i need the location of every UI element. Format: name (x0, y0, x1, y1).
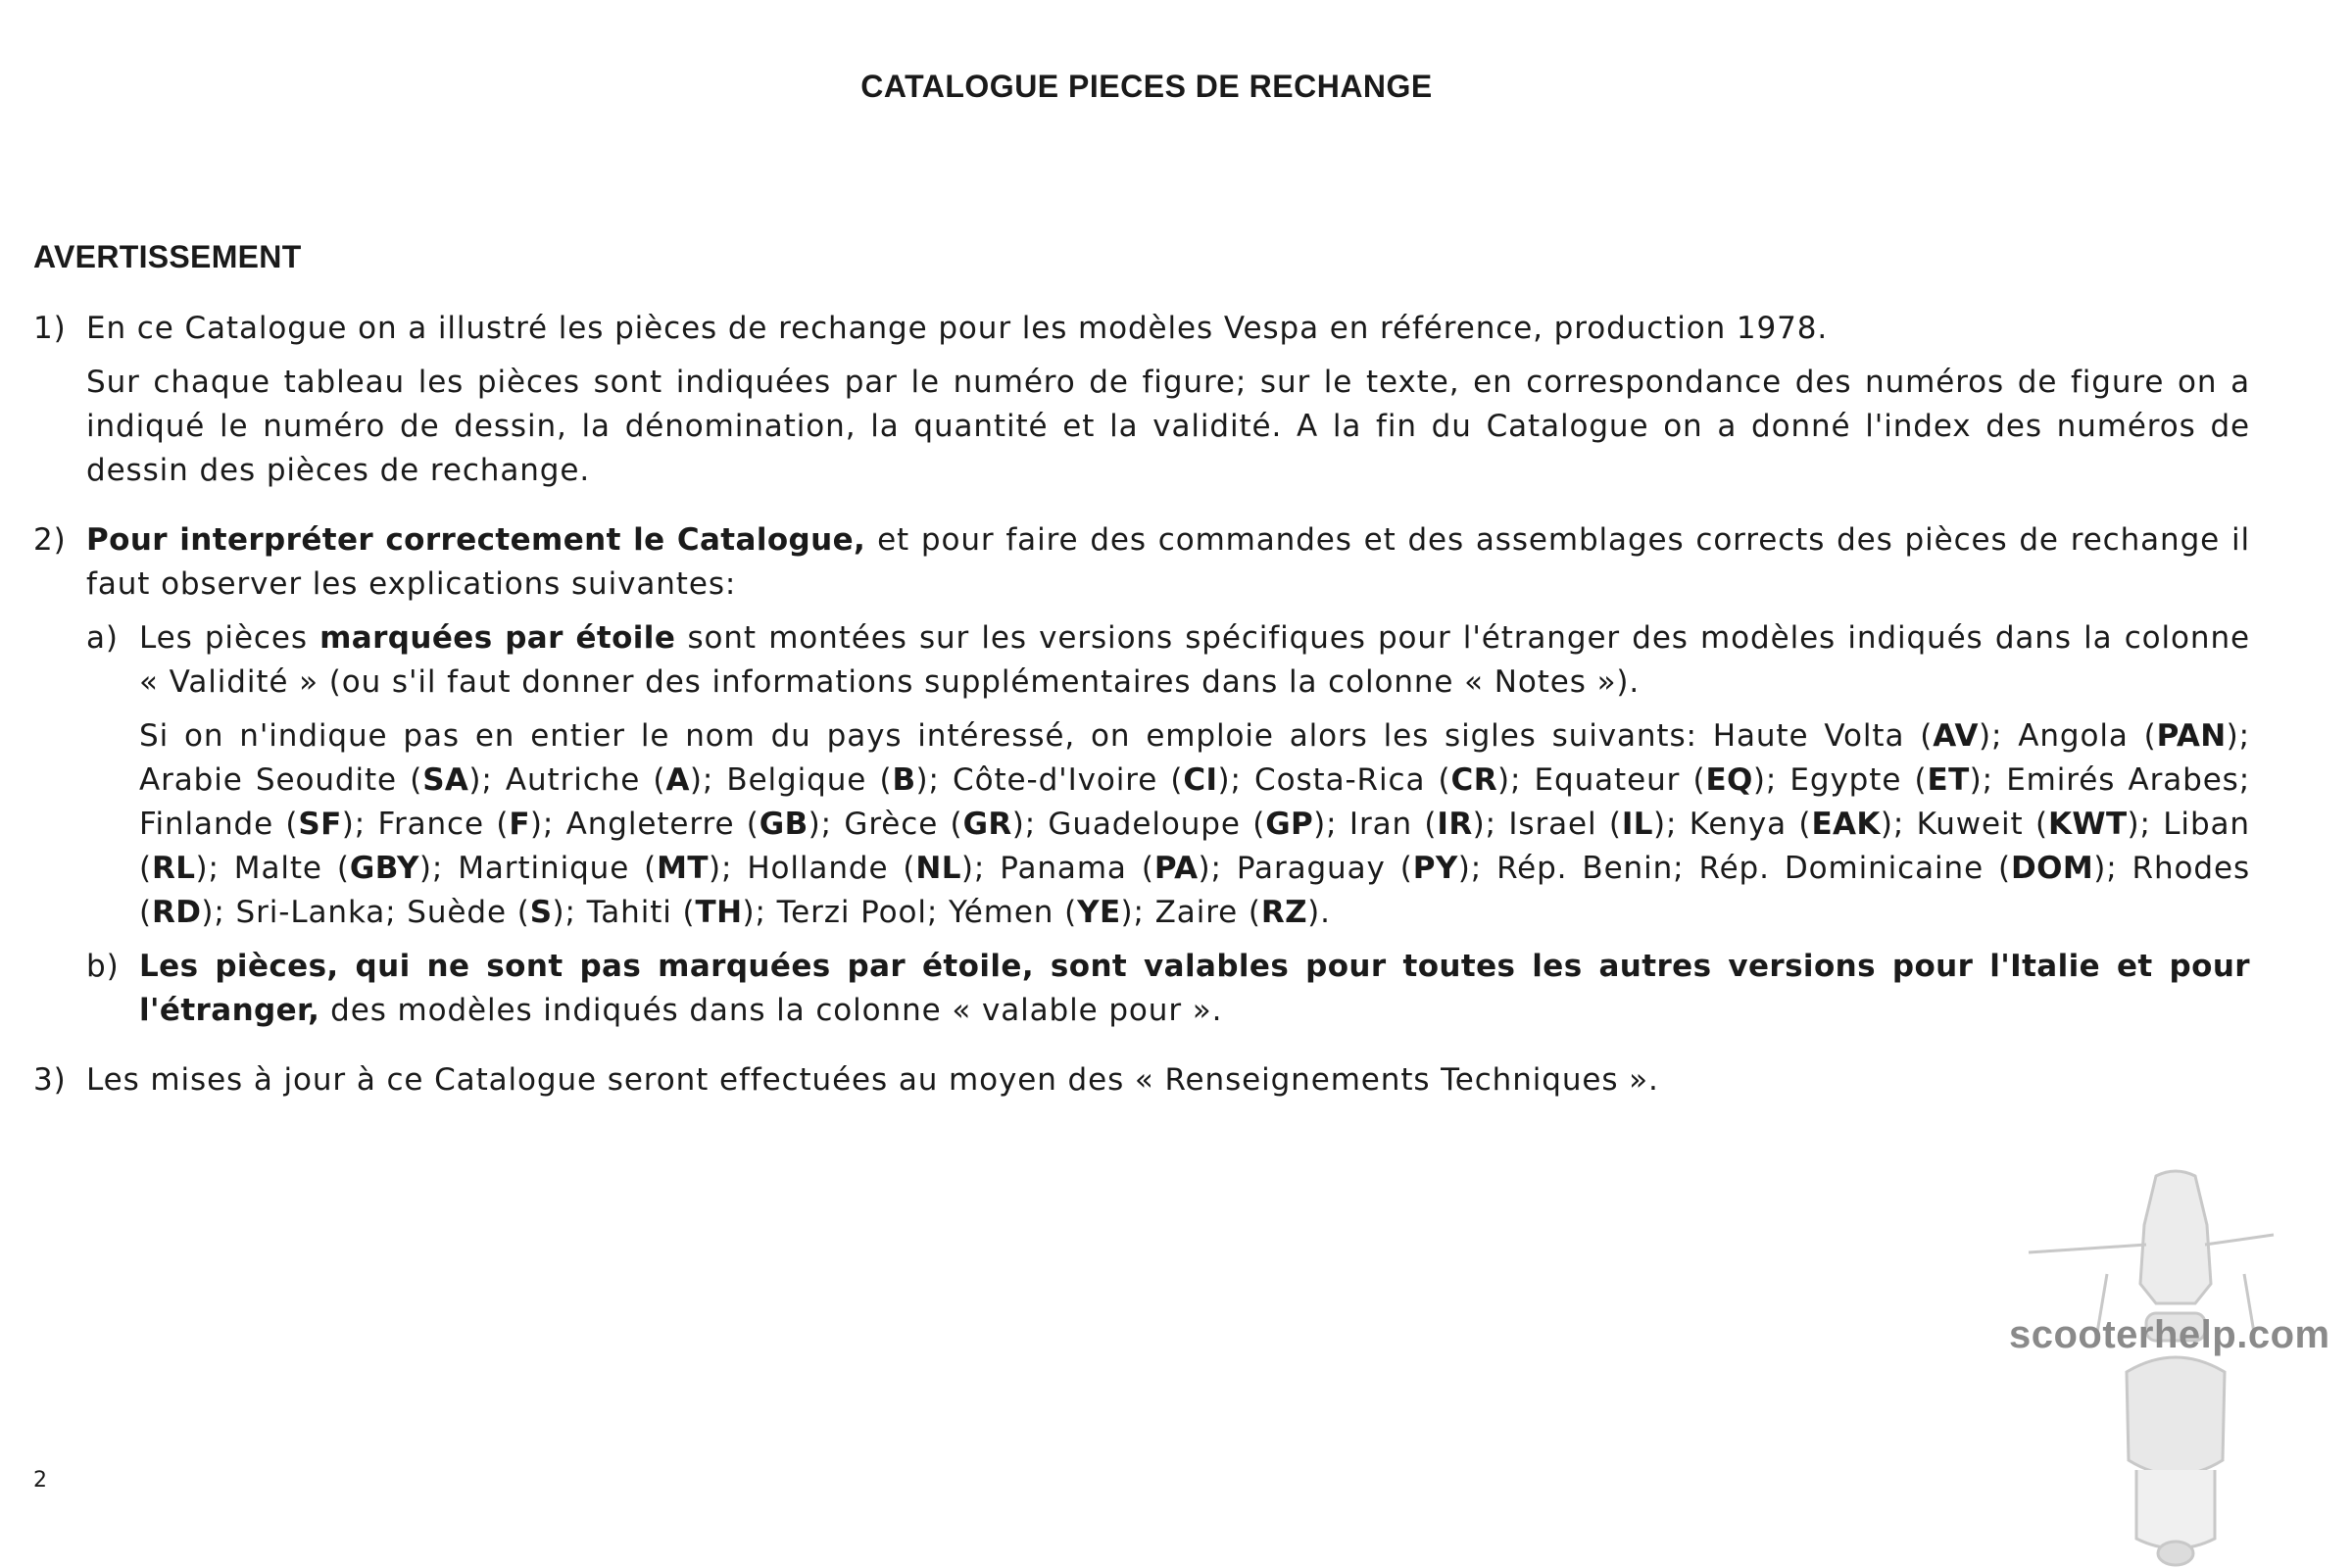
item-marker: 2) (33, 522, 67, 558)
country-code: PY (1412, 851, 1458, 886)
country-code: IL (1621, 807, 1653, 842)
country-entry: Angola (PAN); (2018, 718, 2250, 754)
country-entry: Panama (PA); (1000, 851, 1222, 886)
list-item-3 (33, 1058, 2250, 1102)
country-name: Terzi Pool (776, 895, 927, 930)
country-entry: Rhodes (RD); (139, 851, 2251, 930)
country-name: Guadeloupe (1048, 807, 1241, 842)
sub-item-a-bold: marquées par étoile (319, 620, 676, 656)
country-name: Costa-Rica (1254, 762, 1426, 798)
country-name: Equateur (1534, 762, 1681, 798)
country-name: Suède (407, 895, 507, 930)
country-code: NL (915, 851, 961, 886)
country-code: EAK (1811, 807, 1881, 842)
section-heading: AVERTISSEMENT (33, 239, 302, 274)
country-code: GB (759, 807, 808, 842)
country-entry: Rép. Dominicaine (DOM); (1698, 851, 2118, 886)
list-item-2 (33, 518, 2250, 1033)
country-entry: Liban (RL); (139, 807, 2250, 886)
country-code: GP (1265, 807, 1314, 842)
country-name: Kuweit (1916, 807, 2024, 842)
item-2-text (86, 518, 2250, 607)
country-name: France (377, 807, 484, 842)
sub-item-b (86, 945, 2250, 1033)
country-name: Yémen (949, 895, 1054, 930)
sub-item-marker: a) (86, 620, 119, 656)
country-name: Tahiti (586, 895, 672, 930)
country-entry: Terzi Pool; (776, 895, 939, 930)
country-entry: Tahiti (TH); (586, 895, 766, 930)
country-code: YE (1077, 895, 1121, 930)
country-code: CI (1183, 762, 1218, 798)
country-name: Zaire (1154, 895, 1239, 930)
country-entry: Equateur (EQ); (1534, 762, 1778, 798)
sub-item-a (86, 616, 2250, 935)
sub-item-a-post: sont montées sur les versions spécifiques pour l'étranger des modèles indiqués dans la colonne « Validité » (ou s'il faut donner des informations supplémentaires dans la colonne « Notes »). (139, 620, 2250, 700)
country-name: Finlande (139, 807, 274, 842)
country-name: Autriche (505, 762, 641, 798)
country-code: EQ (1705, 762, 1753, 798)
list-item-1 (33, 307, 2250, 493)
country-code: F (509, 807, 530, 842)
country-entry: Arabie Seoudite (SA); (139, 762, 493, 798)
country-entry: Kuweit (KWT); (1916, 807, 2151, 842)
country-code: IR (1437, 807, 1473, 842)
country-entry: Emirés Arabes; (2006, 762, 2251, 798)
page-title: CATALOGUE PIECES DE RECHANGE (860, 69, 1433, 104)
country-entry: Haute Volta (AV); (1712, 718, 2003, 754)
country-entry: Zaire (RZ). (1154, 895, 1331, 930)
watermark (1989, 1166, 2342, 1568)
country-code: PA (1153, 851, 1199, 886)
country-entry: Angleterre (GB); (565, 807, 833, 842)
sub-item-a-text (139, 616, 2250, 705)
country-entry: Paraguay (PY); (1236, 851, 1483, 886)
country-entry: Iran (IR); (1348, 807, 1496, 842)
country-entry: Sri-Lanka; (235, 895, 397, 930)
country-entry: Costa-Rica (CR); (1254, 762, 1522, 798)
country-code: CR (1450, 762, 1497, 798)
country-code: S (529, 895, 553, 930)
country-name: Paraguay (1236, 851, 1386, 886)
country-name: Malte (233, 851, 322, 886)
country-code: GBY (349, 851, 419, 886)
country-name: Haute Volta (1712, 718, 1905, 754)
country-name: Panama (1000, 851, 1127, 886)
country-name: Grèce (844, 807, 939, 842)
country-code: AV (1933, 718, 1979, 754)
country-entry: Autriche (A); (505, 762, 714, 798)
country-code: B (892, 762, 916, 798)
country-name: Côte-d'Ivoire (953, 762, 1158, 798)
country-code: SA (422, 762, 469, 798)
sub-item-marker: b) (86, 949, 120, 984)
country-name: Angola (2018, 718, 2129, 754)
country-entry: Grèce (GR); (844, 807, 1037, 842)
country-name: Hollande (747, 851, 889, 886)
country-entry: Belgique (B); (726, 762, 940, 798)
country-name: Angleterre (565, 807, 735, 842)
country-code: TH (695, 895, 743, 930)
country-name: Rép. Benin (1496, 851, 1674, 886)
country-name: Belgique (726, 762, 867, 798)
scooter-icon (1989, 1166, 2342, 1568)
country-codes-intro: Si on n'indique pas en entier le nom du pays intéressé, on emploie alors les sigles suivants: (139, 718, 1697, 754)
country-code: RL (152, 851, 196, 886)
country-entry: Guadeloupe (GP); (1048, 807, 1338, 842)
country-name: Arabie Seoudite (139, 762, 397, 798)
sub-item-b-bold: Les pièces, qui ne sont pas marquées par étoile, sont valables pour toutes les autres versions pour l'Italie et pour l'étranger, (139, 949, 2250, 1028)
sub-item-b-rest: des modèles indiqués dans la colonne « valable pour ». (330, 993, 1223, 1028)
country-name: Rép. Dominicaine (1698, 851, 1984, 886)
country-entry: France (F); (377, 807, 555, 842)
country-name: Egypte (1789, 762, 1902, 798)
page-number: 2 (33, 1468, 47, 1493)
item-marker: 3) (33, 1062, 67, 1098)
country-name: Emirés Arabes (2006, 762, 2239, 798)
country-entry: Kenya (EAK); (1689, 807, 1905, 842)
sub-item-a-pre: Les pièces (139, 620, 308, 656)
country-entry: Egypte (ET); (1789, 762, 1993, 798)
country-code: SF (298, 807, 342, 842)
country-code: GR (962, 807, 1012, 842)
country-code: DOM (2011, 851, 2094, 886)
country-name: Iran (1348, 807, 1413, 842)
item-2-rest: et pour faire des commandes et des assemblages corrects des pièces de rechange il faut observer les explications suivantes: (86, 522, 2250, 602)
country-code: PAN (2156, 718, 2227, 754)
country-code: KWT (2047, 807, 2128, 842)
item-2-bold: Pour interpréter correctement le Catalogue, (86, 522, 866, 558)
country-entry: Suède (S); (407, 895, 576, 930)
item-1-text: En ce Catalogue on a illustré les pièces de rechange pour les modèles Vespa en référence, production 1978. (86, 311, 1829, 346)
country-code: ET (1927, 762, 1970, 798)
country-entry: Rép. Benin; (1496, 851, 1685, 886)
item-3-text: Les mises à jour à ce Catalogue seront effectuées au moyen des « Renseignements Techniques ». (86, 1062, 1659, 1098)
country-entry: Malte (GBY); (233, 851, 444, 886)
watermark-text: scooterhelp.com (2009, 1313, 2330, 1356)
country-name: Israel (1508, 807, 1597, 842)
country-codes-paragraph (139, 714, 2250, 935)
country-entry: Israel (IL); (1508, 807, 1678, 842)
item-1-paragraph: Sur chaque tableau les pièces sont indiquées par le numéro de figure; sur le texte, en correspondance des numéros de figure on a indiqué le numéro de dessin, la dénomination, la quantité et la validité. A la fin du Catalogue on a donné l'index des numéros de dessin des pièces de rechange. (86, 365, 2250, 488)
country-code: MT (657, 851, 709, 886)
country-entry: Finlande (SF); (139, 807, 367, 842)
item-marker: 1) (33, 311, 67, 346)
country-name: Rhodes (2132, 851, 2251, 886)
country-entry: Yémen (YE); (949, 895, 1145, 930)
sub-item-b-text (139, 945, 2250, 1033)
country-code: A (665, 762, 690, 798)
country-code: RD (152, 895, 202, 930)
country-name: Liban (2163, 807, 2250, 842)
document-body (33, 235, 2250, 1128)
country-entry: Hollande (NL); (747, 851, 986, 886)
country-entry: Martinique (MT); (458, 851, 733, 886)
country-code: RZ (1260, 895, 1308, 930)
country-entry: Côte-d'Ivoire (CI); (953, 762, 1242, 798)
country-name: Sri-Lanka (235, 895, 386, 930)
country-name: Kenya (1689, 807, 1788, 842)
country-name: Martinique (458, 851, 630, 886)
